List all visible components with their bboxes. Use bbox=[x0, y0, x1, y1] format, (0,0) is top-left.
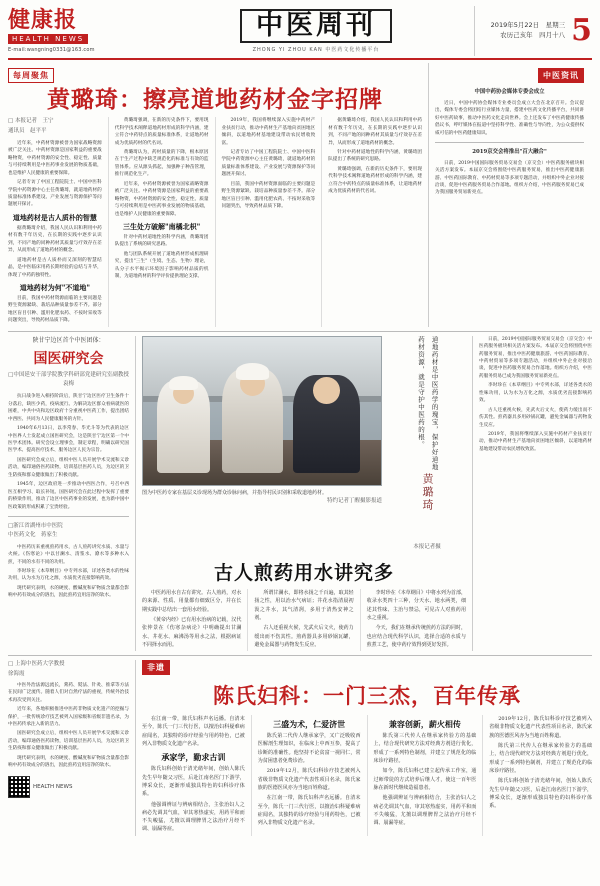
feishu-col-3 bbox=[367, 715, 477, 836]
lead-p-2b: 记者专访了中国工程院院士、中国中医科学院中药资源中心主任黄璐琦，就道地药材的质量标准体系建设、产业发展与资源保护等问题展开探讨。 bbox=[221, 150, 316, 178]
feishu-sub-1: 承家学，勤求古训 bbox=[161, 752, 226, 763]
news-item-1-text: 近日，中国中药协会媒体专业委员会成立大会在北京召开。会议提出，媒体专委会将团结行业媒体力量，搭建中医药文化传播平台，共同讲好中医药故事，推动中医药文化走向世界。会上还发布了中医药健康传播倡议书，呼吁媒体在报道中坚持科学性、准确性与导向性，为公众提供权威可信的中医药健康知识。 bbox=[435, 100, 584, 136]
bl-p1: 中医外治法源远流长，膏药、熨法、针灸、推拿等方法在民间广泛流传。随着人们对自然疗法的重视，传统外治技术再次受到关注。 bbox=[8, 682, 129, 703]
mid-left2-kicker2: 中医药文化 蒋家生 bbox=[8, 532, 58, 539]
history-article bbox=[8, 336, 136, 651]
history-kicker: 陕甘宁边区首个中医团体： bbox=[32, 336, 105, 344]
masthead-center bbox=[158, 6, 474, 56]
pull-quote-credit: 本报记者摄 bbox=[413, 543, 441, 550]
feature-p5: 李时珍在《本草纲目》中将水列为首部，收录水类四十三种，分天水、地水两类，细述其性味、主治与禁忌，可见古人对煎药用水之重视。 bbox=[366, 590, 466, 621]
masthead-right bbox=[474, 6, 592, 56]
feature-photo bbox=[142, 336, 382, 486]
feature-col-3 bbox=[360, 589, 466, 651]
mid-left2-p2: 李时珍在《本草纲目》中专列水部，详述各类水的性味功用，认为水为万化之源，水质优劣直接影响药效。 bbox=[8, 568, 129, 582]
photo-credit: 特约记者丁醒摄影报道 bbox=[326, 497, 382, 504]
feature-p6: 今天，我们在继承传统煎药方法的同时，也应结合现代科学认识，选择合适的水质与煎煮工艺，使中药疗效得到更好发挥。 bbox=[366, 625, 466, 648]
qr-block[interactable] bbox=[8, 776, 129, 798]
mid-left2-kicker: □浙江省湖州市中医院 bbox=[8, 522, 63, 529]
lead-s2-p1b: 目前，我国中药材资源面临的主要问题是野生资源紧缺、栽培品种质量参差不齐。部分地区盲目引种、滥用化肥农药、不按时采收等问题突出，导致药材品质下降。 bbox=[221, 181, 316, 210]
date-line: 2019年5月22日 星期三 bbox=[490, 21, 566, 30]
lead-s1-p3b: 黄璐琦强调，在新的历史条件下，要用现代科学技术阐释道地药材形成的科学内涵，建立符合中药特点的质量标准体系，让道地药材成为优质药材的代名词。 bbox=[328, 166, 422, 195]
photo-person-right bbox=[293, 375, 360, 473]
lead-s2-p1: 目前，我国中药材资源面临的主要问题是野生资源紧缺、栽培品种质量参差不齐。部分地区盲目引种、滥用化肥农药、不按时采收等问题突出，导致药材品质下降。 bbox=[8, 295, 102, 324]
pull-quote-block bbox=[388, 336, 466, 552]
lead-s1-p1b: 据黄璐琦介绍，我国人民认识和利用中药材有数千年历史，在长期的实践中逐步认识到，不同产地的同种药材其质量与疗效存在差异，从而形成了道地药材的概念。 bbox=[328, 118, 422, 146]
history-body bbox=[8, 393, 129, 511]
feishu-s3-p3: 他强调辨证与辨病相结合，主张治妇人之病必先调其气血，审其寒热虚实，用药平和而不失峻猛，尤擅以调理脾胃之法治疗月经不调、崩漏等症。 bbox=[373, 795, 477, 827]
feature-body-2 bbox=[254, 589, 353, 649]
lead-body-3 bbox=[8, 295, 102, 325]
lead-col-2 bbox=[108, 117, 209, 326]
feishu-s4-p1: 2019年12月，陈氏妇科诊疗技艺被列入省级非物质文化遗产代表性项目名录，陈氏家族的医德医风亦为当地百姓称道。 bbox=[489, 716, 592, 739]
photo-cap-left bbox=[169, 376, 197, 391]
lead-headline: 黄璐琦：擦亮道地药材金字招牌 bbox=[47, 86, 383, 113]
lead-body-1 bbox=[8, 140, 102, 209]
lead-body-7 bbox=[328, 117, 422, 195]
mr-p4: 2019年，我国将继续深入实施中药材产业扶贫行动，推动中药材生产基地向贫困地区倾斜，以道地药材基地建设带动农民增收致富。 bbox=[479, 431, 592, 452]
news-item-2-text: 日前，2019中国国际服务贸易交易会（京交会）中医药服务板块相关活方案发布。本届京交会将围绕中医药服务贸易，推出中医药健康旅游、中医药国际教育、中药材贸易等多项专题活动，并组织中外企业对接洽谈，促进中医药服务贸易合作落地。组织方介绍，中医药服务贸易已成为我国服务贸易新亮点。 bbox=[435, 160, 584, 196]
history-p1: 抗日战争进入相持阶段后，陕甘宁边区医疗卫生条件十分落后，缺医少药，疫病流行。为解决边区群众看病就医的困难，中共中央和边区政府十分重视中医药工作，提出团结中西医、共同为人民健康服务的方针。 bbox=[8, 394, 129, 422]
news-column bbox=[428, 63, 584, 327]
history-p4: 1945年，边区政府进一步推动中西医合作，号召中西医互相学习、取长补短。国医研究会在此过程中发挥了重要的桥梁作用，推动了边区中医药事业的发展，也为新中国中医政策的形成积累了宝贵经验。 bbox=[8, 482, 129, 510]
lead-columns bbox=[8, 117, 422, 326]
lunar-line: 农历己亥年 四月十八 bbox=[500, 31, 566, 39]
feishu-body-1b bbox=[142, 765, 245, 833]
lead-s1-p3: 黄璐琦强调，在新的历史条件下，要用现代科学技术阐释道地药材形成的科学内涵，建立符合中药特点的质量标准体系，让道地药材成为优质药材的代名词。 bbox=[114, 118, 209, 146]
history-p2: 1940年6月13日，以李常春、毕光斗等为代表的边区中医界人士发起成立国医研究会，这是陕甘宁边区第一个中医学术团体。研究会设立理事会，制定章程，明确以研究国医学术、提高医疗技术、服务边区人民为宗旨。 bbox=[8, 426, 129, 454]
mr-p2: 李时珍在《本草纲目》中专列水部，详述各类水的性味功用，认为水为万化之源，水质优劣直接影响药效。 bbox=[479, 383, 592, 404]
qr-code-icon[interactable] bbox=[8, 776, 30, 798]
feishu-s4-p2: 陈氏第三代传人在继承家传验方的基础上，结合现代研究方法对经典方剂进行优化，形成了一系列特色制剂，并建立了规范化的临床诊疗路径。 bbox=[489, 743, 592, 774]
feishu-intro: 在江南一带，陈氏妇科声名远播。自清末至今，陈氏一门三代行医，以擅治妇科疑难病症闻名，其独特的诊疗经验与用药特色，已被列入非物质文化遗产名录。 bbox=[142, 716, 245, 748]
feishu-headline: 陈氏妇科：一门三杰，百年传承 bbox=[213, 683, 521, 709]
qr-label: HEALTH NEWS bbox=[33, 783, 73, 790]
bottom-block bbox=[8, 655, 592, 836]
feature-p3: 所谓甘澜水，即将水扬之千百遍，取其轻扬之性，用以治水气病证；井花水指清晨初汲之井水，其气清冽，多用于清热安神之剂。 bbox=[254, 590, 354, 621]
feishu-sub-3: 兼容创新，薪火相传 bbox=[388, 719, 461, 730]
lead-s3-p1b: 针对中药材道地性的科学内涵，黄璐琦团队提出了系统的研究思路。 bbox=[328, 150, 422, 163]
feishu-s4-p3: 陈氏妇科创始于清光绪年间，创始人陈氏先生早年随父习医，后赴江南名医门下游学，博采众长，逐渐形成独具特色的妇科诊疗体系。 bbox=[489, 778, 592, 810]
feishu-body-3 bbox=[374, 732, 477, 827]
news-item-1-head: 中国中药协会媒体专委会成立 bbox=[474, 89, 545, 95]
lead-s1-p1: 据黄璐琦介绍，我国人民认识和利用中药材有数千年历史，在长期的实践中逐步认识到，不同产地的同种药材其质量与疗效存在差异，从而形成了道地药材的概念。 bbox=[8, 225, 102, 254]
pull-quote-signature: 黄璐琦 bbox=[421, 472, 434, 512]
history-p3: 国医研究会成立后，组织中医人员开展学术交流和义诊活动，编印通俗医药读物，培训基层医药人员，为边区的卫生防疫和群众健康做出了积极贡献。 bbox=[8, 457, 129, 478]
news-item-2-head: 2019京交会将推出"百大融合" bbox=[472, 148, 547, 155]
feishu-col-2 bbox=[251, 715, 361, 836]
mid-left2-p1: 中医药历来重视煎药用水，古人煎药讲究水质、水量与火候。《伤寒论》中以甘澜水、清浆水、潦水等多种水入煎，不同的水有不同的功用。 bbox=[8, 544, 129, 565]
lead-s1-p2: 道地药材是古人质朴而又深刻的智慧结晶，是中医临床用药长期经验的总结与升华，体现了中药的独特性。 bbox=[8, 257, 102, 278]
feishu-body-1 bbox=[142, 715, 245, 748]
feature-p1: 中医药用水自古有讲究。古人煎药，对水的来源、性质、用量都有细致区分，并在长期实践中总结出一套用水经验。 bbox=[142, 590, 242, 613]
top-block bbox=[8, 63, 592, 327]
section-label-focus: 每周聚焦 bbox=[8, 68, 54, 83]
bl-p3: 国医研究会成立后，组织中医人员开展学术交流和义诊活动，编印通俗医药读物，培训基层医药人员，为边区的卫生防疫和群众健康做出了积极贡献。 bbox=[8, 731, 129, 752]
lead-sub-3: 三生处方破解"南橘北枳" bbox=[122, 221, 201, 231]
lead-s3-p1: 针对中药材道地性的科学内涵，黄璐琦团队提出了系统的研究思路。 bbox=[114, 234, 209, 248]
feishu-col-4 bbox=[482, 715, 592, 836]
history-author: □中国延安干部学院教学科研部党建研究室副教授 袁梅 bbox=[8, 371, 135, 388]
lead-col-3 bbox=[215, 117, 316, 326]
feature-p2: 《黄帝内经》已有用水治病的记载，汉代张仲景在《伤寒杂病论》中明确提出甘澜水、井花水、麻沸汤等用水之法，根据病证不同择水而用。 bbox=[142, 616, 242, 648]
bl-p2: 近年来，各地积极推进中医药非物质文化遗产的挖掘与保护，一批传统诊疗技艺被列入国家级和省级非遗名录，为中医药传承注入新的活力。 bbox=[8, 707, 129, 728]
issue-date bbox=[491, 21, 565, 41]
lead-s3-p3: 2019年，我国将继续深入实施中药材产业扶贫行动，推动中药材生产基地向贫困地区倾斜，以道地药材基地建设带动农民增收致富。 bbox=[221, 118, 316, 146]
lead-p-1b: 近年来，中药材资源被誉为国家战略资源被广泛关注。中药材资源是国家利益的重要战略物资，中药材资源的安全性、稳定性、质量与可持续利用是中医药事业发展的物质基础，也是维护人民健康的重要保障。 bbox=[114, 181, 209, 217]
feishu-s2-p3: 在江南一带，陈氏妇科声名远播。自清末至今，陈氏一门三代行医，以擅治妇科疑难病症闻名，其独特的诊疗经验与用药特色，已被列入非物质文化遗产名录。 bbox=[257, 795, 361, 827]
byline-1: □ 本报记者 王宁 bbox=[8, 118, 54, 125]
feishu-s2-p2: 2019年12月，陈氏妇科诊疗技艺被列入省级非物质文化遗产代表性项目名录，陈氏家族的医德医风亦为当地百姓称道。 bbox=[257, 768, 361, 791]
news-item-2[interactable] bbox=[435, 148, 584, 197]
feature-body-3 bbox=[367, 589, 466, 649]
lead-sub-1: 道地药材是古人质朴的智慧 bbox=[12, 212, 97, 222]
feishu-article bbox=[136, 660, 592, 836]
lead-col-1 bbox=[8, 117, 102, 326]
supplement-title: 中医周刊 bbox=[240, 9, 392, 43]
feishu-body-4 bbox=[489, 715, 592, 810]
bottom-left-column bbox=[8, 660, 136, 836]
middle-right-column bbox=[472, 336, 592, 651]
lead-body-4 bbox=[115, 117, 209, 218]
feature-col-2 bbox=[247, 589, 353, 651]
supplement-subtitle: ZHONG YI ZHOU KAN 中医药文化传播平台 bbox=[252, 47, 380, 54]
photo-person-center bbox=[222, 369, 284, 473]
page-number: 5 bbox=[571, 13, 592, 48]
lead-col-4 bbox=[321, 117, 422, 326]
feature-headline: 古人煎药用水讲究多 bbox=[213, 562, 394, 585]
masthead bbox=[8, 6, 592, 60]
feishu-s1-p1: 陈氏妇科创始于清光绪年间，创始人陈氏先生早年随父习医，后赴江南名医门下游学，博采众长，逐渐形成独具特色的妇科诊疗体系。 bbox=[142, 766, 245, 798]
lead-body-2 bbox=[8, 225, 102, 279]
bottom-left-author: 徐海霞 bbox=[8, 670, 25, 677]
lead-body-5 bbox=[115, 234, 209, 281]
section-label-feishu: 非遗 bbox=[142, 660, 170, 675]
paper-logo: 健康报 bbox=[8, 7, 78, 33]
mid-left2-p3: 现代研究表明，水的硬度、酸碱度和矿物质含量都会影响中药有效成分的溶出，因此煎药宜用洁净的软水。 bbox=[8, 585, 129, 599]
photo-person-left bbox=[157, 381, 209, 473]
lead-body-6 bbox=[222, 117, 316, 210]
mr-p3: 古人还重视火候，先武火后文火，使药力缓出而不伤其性。煎药器具多用砂锅瓦罐，避免金属器与药物发生反应。 bbox=[479, 407, 592, 428]
byline-2: 通讯员 赵平平 bbox=[8, 127, 47, 134]
paper-logo-en: HEALTH NEWS bbox=[8, 34, 88, 44]
bl-p4: 现代研究表明，水的硬度、酸碱度和矿物质含量都会影响中药有效成分的溶出，因此煎药宜用洁净的软水。 bbox=[8, 755, 129, 769]
feature-columns bbox=[142, 589, 466, 651]
lead-p-1: 近年来，中药材资源被誉为国家战略资源被广泛关注。中药材资源是国家利益的重要战略物资，中药材资源的安全性、稳定性、质量与可持续利用是中医药事业发展的物质基础，也是维护人民健康的重要保障。 bbox=[8, 140, 102, 176]
photo-cap-center bbox=[236, 363, 269, 380]
bottom-left-body bbox=[8, 682, 129, 770]
feature-p4: 古人还重视火候，先武火后文火，使药力缓出而不伤其性。煎药器具多用砂锅瓦罐，避免金属器与药物发生反应。 bbox=[254, 625, 354, 648]
feishu-col-1 bbox=[142, 715, 245, 836]
section-label-news: 中医资讯 bbox=[538, 68, 584, 83]
feature-col-1 bbox=[142, 589, 241, 651]
feishu-label-row bbox=[142, 660, 592, 675]
lead-s2-p2: 黄璐琦认为，药材质量的下降，根本原因在于生产过程中缺乏规范化的标准与有效的监管体系。应从源头抓起，加强种子种苗管理，推行规范化生产。 bbox=[114, 150, 209, 178]
lead-s3-p2: 他与团队系统开展了道地药材形成机理研究，提出"三生"（生境、生态、生物）理论，从分子水平揭示环境因子影响药材品质的机制，为道地药材的科学评价提供理论支撑。 bbox=[114, 251, 209, 280]
lead-p-2: 记者专访了中国工程院院士、中国中医科学院中药资源中心主任黄璐琦，就道地药材的质量标准体系建设、产业发展与资源保护等问题展开探讨。 bbox=[8, 180, 102, 208]
feishu-s3-p2: 如今，陈氏妇科已建立起传承工作室，通过师带徒的方式培养后继人才，使这一百年医脉在新时代继续造福患者。 bbox=[373, 768, 477, 791]
masthead-left bbox=[8, 6, 158, 56]
news-item-1[interactable] bbox=[435, 88, 584, 137]
mid-left2-body bbox=[8, 544, 129, 600]
history-title: 国医研究会 bbox=[33, 350, 104, 367]
feishu-columns bbox=[142, 715, 592, 836]
feature-center bbox=[136, 336, 472, 651]
contact-email: E-mail:wangning0331@163.com bbox=[8, 47, 95, 53]
feishu-sub-2: 三盛为术，仁爱济世 bbox=[273, 719, 346, 730]
bottom-left-kicker: □ 上海中医药大学教授 bbox=[8, 661, 65, 668]
mr-p1: 日前，2019中国国际服务贸易交易会（京交会）中医药服务板块相关活方案发布。本届京交会将围绕中医药服务贸易，推出中医药健康旅游、中医药国际教育、中药材贸易等多项专题活动，并组织中外企业对接洽谈，促进中医药服务贸易合作落地。组织方介绍，中医药服务贸易已成为我国服务贸易新亮点。 bbox=[479, 336, 592, 379]
feishu-s1-p2: 他强调辨证与辨病相结合，主张治妇人之病必先调其气血，审其寒热虚实，用药平和而不失峻猛，尤擅以调理脾胃之法治疗月经不调、崩漏等症。 bbox=[142, 801, 245, 833]
middle-right-body bbox=[479, 336, 592, 454]
feishu-s2-p1: 陈氏第二代传人继承家学，又广泛吸收西医解剖生理知识，在临床上中西互参，提高了诊断的准确性。他坚持不论贫富一视同仁，常为贫困患者免费诊治。 bbox=[257, 733, 361, 765]
photo-face-right bbox=[313, 377, 340, 404]
feishu-s3-p1: 陈氏第三代传人在继承家传验方的基础上，结合现代研究方法对经典方剂进行优化，形成了一系列特色制剂，并建立了规范化的临床诊疗路径。 bbox=[373, 733, 477, 765]
lead-article bbox=[8, 63, 428, 327]
pull-quote: 道地药材是中医药学的瑰宝，保护好道地药材资源，就是守护中医药的根。 bbox=[417, 335, 439, 471]
feishu-body-2 bbox=[258, 732, 361, 827]
photo-caption: 图为中医药专家在基层义诊现场为群众诊脉问病，并指导村民识别和采收道地药材。 bbox=[142, 489, 328, 496]
feature-body-1 bbox=[142, 589, 241, 649]
lead-sub-2: 道地药材为何"不道地" bbox=[19, 282, 91, 292]
middle-block bbox=[8, 331, 592, 651]
